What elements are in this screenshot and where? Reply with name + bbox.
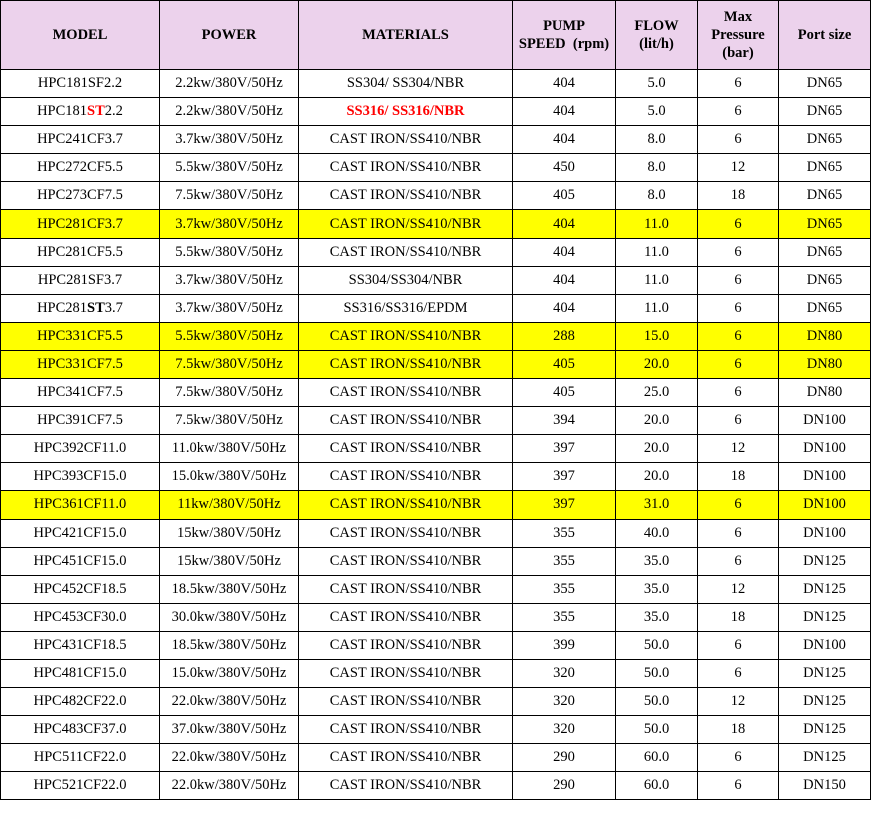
table-row [1,659,871,687]
cell-materials: CAST IRON/SS410/NBR [299,688,513,716]
header-pump-speed-line1: PUMP [543,18,585,34]
cell-pump-speed: 404 [513,294,616,322]
cell-pump-speed: 404 [513,210,616,238]
table-row [1,772,871,800]
cell-port-size: DN65 [779,182,871,210]
cell-materials: CAST IRON/SS410/NBR [299,519,513,547]
cell-model [1,631,160,659]
model-segment: HPC281CF3.7 [37,215,123,232]
header-pump-speed [513,1,616,70]
model-segment: HPC392CF11.0 [33,440,127,457]
cell-port-size: DN125 [779,547,871,575]
cell-pump-speed: 405 [513,350,616,378]
cell-flow: 11.0 [616,238,698,266]
cell-port-size: DN125 [779,744,871,772]
cell-pump-speed: 404 [513,98,616,126]
table-body [1,70,871,800]
cell-materials: SS304/SS304/NBR [299,266,513,294]
cell-pump-speed: 404 [513,266,616,294]
table-row [1,182,871,210]
cell-model [1,322,160,350]
cell-max-pressure: 12 [698,154,779,182]
cell-model [1,70,160,98]
cell-model [1,603,160,631]
cell-flow: 11.0 [616,210,698,238]
cell-materials: CAST IRON/SS410/NBR [299,603,513,631]
model-segment: HPC281SF3.7 [37,271,123,288]
cell-power: 3.7kw/380V/50Hz [160,266,299,294]
cell-pump-speed: 288 [513,322,616,350]
cell-flow: 35.0 [616,575,698,603]
cell-port-size: DN100 [779,435,871,463]
cell-materials: CAST IRON/SS410/NBR [299,491,513,519]
cell-pump-speed: 355 [513,603,616,631]
model-segment: HPC451CF15.0 [33,552,127,569]
cell-max-pressure: 6 [698,379,779,407]
table-row [1,688,871,716]
header-flow-line2: (lit/h) [639,36,674,52]
table-row [1,350,871,378]
cell-model [1,379,160,407]
cell-flow: 35.0 [616,603,698,631]
cell-port-size: DN100 [779,463,871,491]
cell-model [1,182,160,210]
model-segment: ST [87,299,105,316]
cell-port-size: DN100 [779,491,871,519]
cell-max-pressure: 6 [698,519,779,547]
cell-flow: 25.0 [616,379,698,407]
cell-flow: 11.0 [616,266,698,294]
cell-model [1,659,160,687]
cell-max-pressure: 12 [698,575,779,603]
model-segment: HPC511CF22.0 [33,749,127,766]
cell-port-size: DN65 [779,98,871,126]
cell-materials: CAST IRON/SS410/NBR [299,322,513,350]
table-row [1,70,871,98]
table-row [1,126,871,154]
cell-pump-speed: 355 [513,547,616,575]
cell-max-pressure: 6 [698,294,779,322]
cell-flow: 40.0 [616,519,698,547]
model-segment: HPC281CF5.5 [37,243,123,260]
model-segment: HPC241CF3.7 [37,131,123,148]
cell-materials: SS304/ SS304/NBR [299,70,513,98]
cell-model [1,98,160,126]
cell-model [1,491,160,519]
model-segment: HPC391CF7.5 [37,412,123,429]
cell-pump-speed: 404 [513,238,616,266]
cell-port-size: DN125 [779,575,871,603]
cell-model [1,688,160,716]
cell-model [1,266,160,294]
cell-flow: 8.0 [616,182,698,210]
header-pressure-line1: Max [723,9,753,25]
cell-power: 22.0kw/380V/50Hz [160,772,299,800]
table-row [1,716,871,744]
cell-model [1,294,160,322]
cell-pump-speed: 290 [513,772,616,800]
cell-pump-speed: 290 [513,744,616,772]
cell-max-pressure: 6 [698,238,779,266]
cell-max-pressure: 12 [698,435,779,463]
model-segment: HPC453CF30.0 [33,608,127,625]
header-model: MODEL [1,1,160,70]
model-segment: HPC281 [37,299,88,316]
cell-pump-speed: 355 [513,575,616,603]
cell-pump-speed: 397 [513,463,616,491]
cell-port-size: DN65 [779,210,871,238]
cell-max-pressure: 6 [698,772,779,800]
cell-materials: SS316/SS316/EPDM [299,294,513,322]
cell-flow: 20.0 [616,435,698,463]
cell-flow: 5.0 [616,70,698,98]
cell-power: 30.0kw/380V/50Hz [160,603,299,631]
cell-max-pressure: 18 [698,603,779,631]
cell-pump-speed: 320 [513,716,616,744]
cell-port-size: DN150 [779,772,871,800]
model-segment: HPC482CF22.0 [33,693,127,710]
cell-power: 2.2kw/380V/50Hz [160,70,299,98]
table-row [1,98,871,126]
cell-flow: 60.0 [616,744,698,772]
cell-materials: CAST IRON/SS410/NBR [299,716,513,744]
cell-materials: CAST IRON/SS410/NBR [299,350,513,378]
cell-materials: CAST IRON/SS410/NBR [299,154,513,182]
cell-flow: 35.0 [616,547,698,575]
model-segment: HPC181SF2.2 [37,75,123,92]
cell-max-pressure: 6 [698,350,779,378]
cell-flow: 8.0 [616,154,698,182]
model-segment: HPC421CF15.0 [33,524,127,541]
model-segment: HPC393CF15.0 [33,468,127,485]
cell-max-pressure: 6 [698,547,779,575]
cell-power: 2.2kw/380V/50Hz [160,98,299,126]
cell-max-pressure: 6 [698,210,779,238]
cell-power: 11kw/380V/50Hz [160,491,299,519]
cell-port-size: DN125 [779,659,871,687]
cell-pump-speed: 397 [513,491,616,519]
cell-max-pressure: 6 [698,98,779,126]
cell-model [1,126,160,154]
header-pressure-line2: Pressure [711,27,765,43]
table-row [1,154,871,182]
cell-power: 18.5kw/380V/50Hz [160,631,299,659]
cell-max-pressure: 6 [698,659,779,687]
cell-power: 22.0kw/380V/50Hz [160,688,299,716]
cell-power: 7.5kw/380V/50Hz [160,350,299,378]
cell-port-size: DN65 [779,154,871,182]
table-row [1,238,871,266]
cell-materials: CAST IRON/SS410/NBR [299,210,513,238]
table-row [1,322,871,350]
cell-model [1,154,160,182]
table-row [1,294,871,322]
cell-model [1,435,160,463]
cell-power: 5.5kw/380V/50Hz [160,322,299,350]
cell-materials: CAST IRON/SS410/NBR [299,575,513,603]
table-row [1,463,871,491]
cell-power: 15.0kw/380V/50Hz [160,463,299,491]
cell-pump-speed: 404 [513,70,616,98]
cell-power: 18.5kw/380V/50Hz [160,575,299,603]
model-segment: 2.2 [104,103,123,120]
cell-materials: CAST IRON/SS410/NBR [299,744,513,772]
table-row [1,379,871,407]
cell-port-size: DN65 [779,266,871,294]
cell-power: 11.0kw/380V/50Hz [160,435,299,463]
cell-flow: 20.0 [616,463,698,491]
cell-model [1,716,160,744]
cell-flow: 50.0 [616,688,698,716]
cell-max-pressure: 18 [698,463,779,491]
cell-materials: CAST IRON/SS410/NBR [299,407,513,435]
cell-port-size: DN65 [779,238,871,266]
model-segment: HPC331CF5.5 [37,327,123,344]
cell-port-size: DN65 [779,70,871,98]
cell-materials: CAST IRON/SS410/NBR [299,463,513,491]
cell-materials: CAST IRON/SS410/NBR [299,772,513,800]
cell-power: 22.0kw/380V/50Hz [160,744,299,772]
cell-pump-speed: 404 [513,126,616,154]
cell-pump-speed: 355 [513,519,616,547]
model-segment: HPC361CF11.0 [33,496,127,513]
cell-model [1,519,160,547]
cell-pump-speed: 399 [513,631,616,659]
header-flow [616,1,698,70]
cell-port-size: DN125 [779,603,871,631]
cell-max-pressure: 18 [698,182,779,210]
model-segment: HPC273CF7.5 [37,187,123,204]
cell-flow: 8.0 [616,126,698,154]
cell-max-pressure: 6 [698,322,779,350]
table-row [1,266,871,294]
model-segment: HPC181 [37,103,88,120]
table-row [1,744,871,772]
model-segment: HPC452CF18.5 [33,580,127,597]
cell-port-size: DN80 [779,350,871,378]
cell-flow: 20.0 [616,350,698,378]
cell-flow: 31.0 [616,491,698,519]
cell-flow: 11.0 [616,294,698,322]
cell-materials: CAST IRON/SS410/NBR [299,659,513,687]
cell-max-pressure: 6 [698,266,779,294]
cell-model [1,463,160,491]
cell-power: 15.0kw/380V/50Hz [160,659,299,687]
cell-power: 3.7kw/380V/50Hz [160,210,299,238]
cell-model [1,744,160,772]
cell-power: 15kw/380V/50Hz [160,547,299,575]
cell-materials: SS316/ SS316/NBR [299,98,513,126]
cell-max-pressure: 6 [698,126,779,154]
cell-max-pressure: 6 [698,407,779,435]
cell-port-size: DN65 [779,126,871,154]
cell-max-pressure: 6 [698,631,779,659]
cell-port-size: DN80 [779,322,871,350]
table-row [1,407,871,435]
cell-model [1,575,160,603]
cell-max-pressure: 12 [698,688,779,716]
header-port-size: Port size [779,1,871,70]
cell-flow: 5.0 [616,98,698,126]
table-row [1,210,871,238]
cell-port-size: DN100 [779,407,871,435]
cell-port-size: DN125 [779,688,871,716]
model-segment: HPC481CF15.0 [33,665,127,682]
table-row [1,435,871,463]
cell-materials: CAST IRON/SS410/NBR [299,182,513,210]
cell-max-pressure: 6 [698,70,779,98]
model-segment: HPC431CF18.5 [33,636,127,653]
model-segment: HPC521CF22.0 [33,777,127,794]
cell-flow: 50.0 [616,716,698,744]
cell-port-size: DN100 [779,631,871,659]
cell-flow: 20.0 [616,407,698,435]
cell-pump-speed: 397 [513,435,616,463]
cell-materials: CAST IRON/SS410/NBR [299,379,513,407]
model-segment: HPC341CF7.5 [37,384,123,401]
cell-materials: CAST IRON/SS410/NBR [299,435,513,463]
cell-power: 3.7kw/380V/50Hz [160,294,299,322]
cell-flow: 60.0 [616,772,698,800]
cell-power: 3.7kw/380V/50Hz [160,126,299,154]
cell-model [1,772,160,800]
header-materials: MATERIALS [299,1,513,70]
cell-max-pressure: 6 [698,491,779,519]
table-row [1,491,871,519]
header-max-pressure [698,1,779,70]
header-pump-speed-line2: SPEED (rpm) [518,36,610,52]
cell-power: 15kw/380V/50Hz [160,519,299,547]
cell-port-size: DN125 [779,716,871,744]
cell-flow: 50.0 [616,659,698,687]
table-row [1,547,871,575]
cell-flow: 15.0 [616,322,698,350]
model-segment: HPC331CF7.5 [37,355,123,372]
table-row [1,519,871,547]
cell-port-size: DN80 [779,379,871,407]
model-segment: ST [87,103,105,120]
cell-pump-speed: 405 [513,182,616,210]
cell-materials: CAST IRON/SS410/NBR [299,238,513,266]
cell-model [1,547,160,575]
header-power: POWER [160,1,299,70]
cell-max-pressure: 18 [698,716,779,744]
header-row [1,1,871,70]
table-row [1,603,871,631]
cell-materials: CAST IRON/SS410/NBR [299,126,513,154]
cell-model [1,210,160,238]
model-segment: HPC272CF5.5 [37,159,123,176]
cell-model [1,238,160,266]
cell-pump-speed: 394 [513,407,616,435]
cell-power: 7.5kw/380V/50Hz [160,182,299,210]
cell-power: 7.5kw/380V/50Hz [160,379,299,407]
cell-pump-speed: 320 [513,688,616,716]
cell-model [1,350,160,378]
cell-power: 37.0kw/380V/50Hz [160,716,299,744]
cell-power: 7.5kw/380V/50Hz [160,407,299,435]
cell-model [1,407,160,435]
table-row [1,575,871,603]
cell-pump-speed: 320 [513,659,616,687]
header-flow-line1: FLOW [634,18,679,34]
model-segment: HPC483CF37.0 [33,721,127,738]
cell-pump-speed: 450 [513,154,616,182]
model-segment: 3.7 [104,299,123,316]
cell-power: 5.5kw/380V/50Hz [160,154,299,182]
table-row [1,631,871,659]
cell-port-size: DN65 [779,294,871,322]
cell-power: 5.5kw/380V/50Hz [160,238,299,266]
cell-materials: CAST IRON/SS410/NBR [299,547,513,575]
header-pressure-line3: (bar) [722,45,754,61]
cell-materials: CAST IRON/SS410/NBR [299,631,513,659]
cell-flow: 50.0 [616,631,698,659]
cell-port-size: DN100 [779,519,871,547]
cell-max-pressure: 6 [698,744,779,772]
cell-pump-speed: 405 [513,379,616,407]
